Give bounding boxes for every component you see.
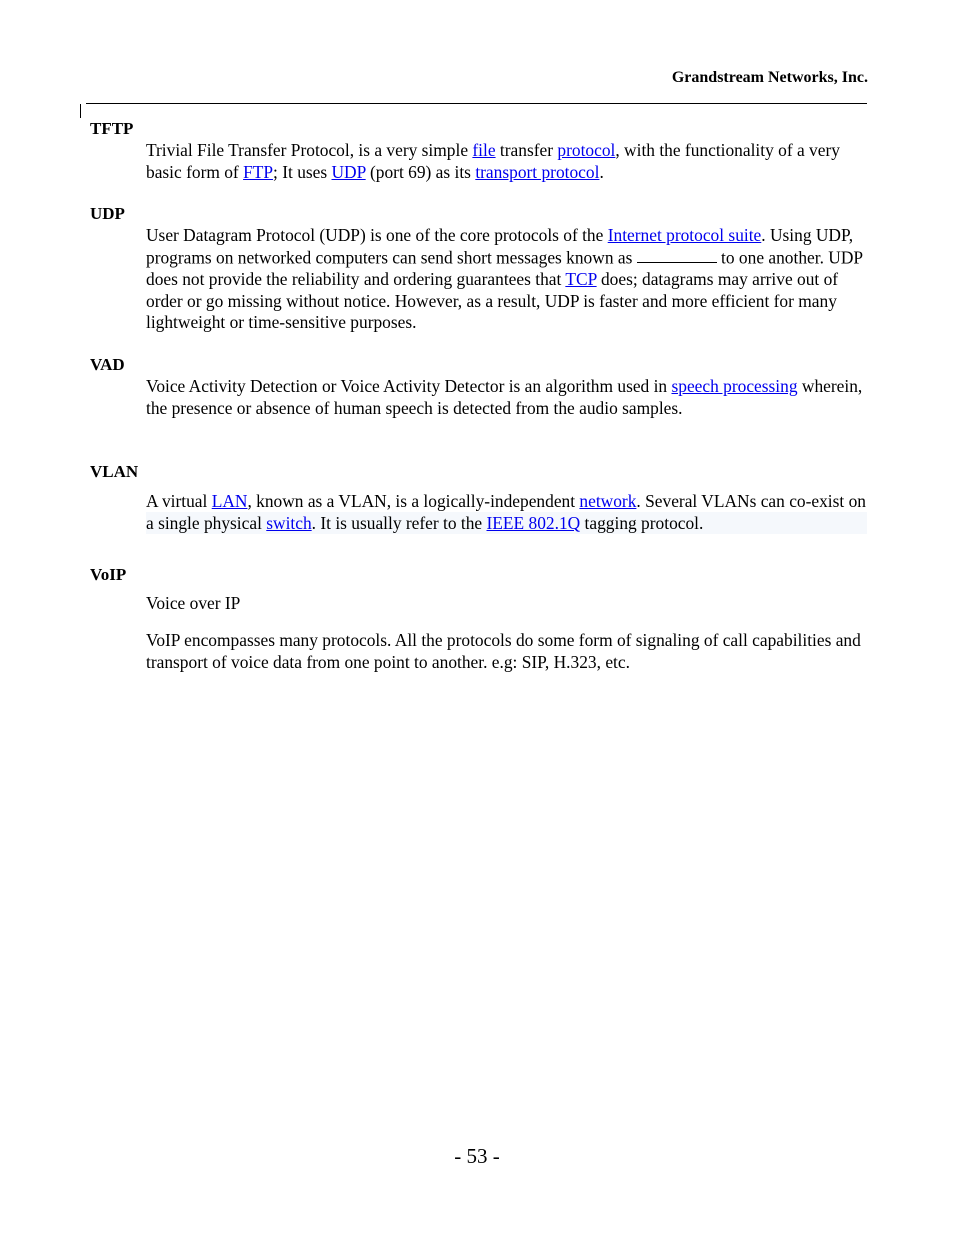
page-number: - 53 -	[454, 1144, 500, 1168]
link-speech-processing[interactable]: speech processing	[671, 376, 798, 396]
link-ieee-8021q[interactable]: IEEE 802.1Q	[486, 512, 581, 533]
definition-voip-short: Voice over IP	[146, 593, 241, 613]
link-network[interactable]: network	[579, 491, 637, 511]
definition-vlan: A virtual LAN, known as a VLAN, is a logically-independent network. Several VLANs can co-exist on a single physical switch. It is usually refer to the IEEE 802.1Q tagging protocol.	[146, 491, 866, 533]
term-tftp: TFTP	[90, 119, 134, 138]
link-ftp[interactable]: FTP	[243, 161, 274, 182]
term-vad: VAD	[90, 355, 125, 374]
link-protocol[interactable]: protocol	[557, 140, 616, 160]
link-transport-protocol[interactable]: transport protocol	[475, 161, 600, 182]
link-internet-protocol-suite[interactable]: Internet protocol suite	[607, 225, 762, 245]
term-voip: VoIP	[90, 565, 127, 584]
company-name: Grandstream Networks, Inc.	[671, 69, 868, 86]
change-bar	[80, 104, 81, 118]
blank-line	[637, 247, 717, 264]
definition-voip-detail: VoIP encompasses many protocols. All the protocols do some form of signaling of call capabilities and transport of voice data from one point to another. e.g: SIP, H.323, etc.	[146, 630, 861, 672]
definition-vad: Voice Activity Detection or Voice Activity Detector is an algorithm used in speech processing wherein, the presence or absence of human speech is detected from the audio samples.	[146, 376, 863, 418]
definition-tftp: Trivial File Transfer Protocol, is a very simple file transfer protocol, with the functionality of a very basic form of FTP; It uses UDP (port 69) as its transport protocol.	[146, 140, 840, 182]
link-tcp[interactable]: TCP	[565, 269, 597, 290]
term-udp: UDP	[90, 204, 125, 223]
link-udp[interactable]: UDP	[331, 161, 366, 182]
header-rule	[86, 103, 867, 104]
link-file[interactable]: file	[472, 140, 496, 160]
definition-udp: User Datagram Protocol (UDP) is one of the core protocols of the Internet protocol suite. Using UDP, programs on networked computers can send short messages known as to one another. UDP does not provide the reliability and ordering guarantees that TCP does; datagrams may arrive out of order or go missing without notice. However, as a result, UDP is faster and more efficient for many lightweight or time-sensitive purposes.	[146, 225, 863, 333]
link-lan[interactable]: LAN	[211, 491, 248, 511]
term-vlan: VLAN	[90, 462, 139, 481]
link-switch[interactable]: switch	[266, 512, 312, 533]
